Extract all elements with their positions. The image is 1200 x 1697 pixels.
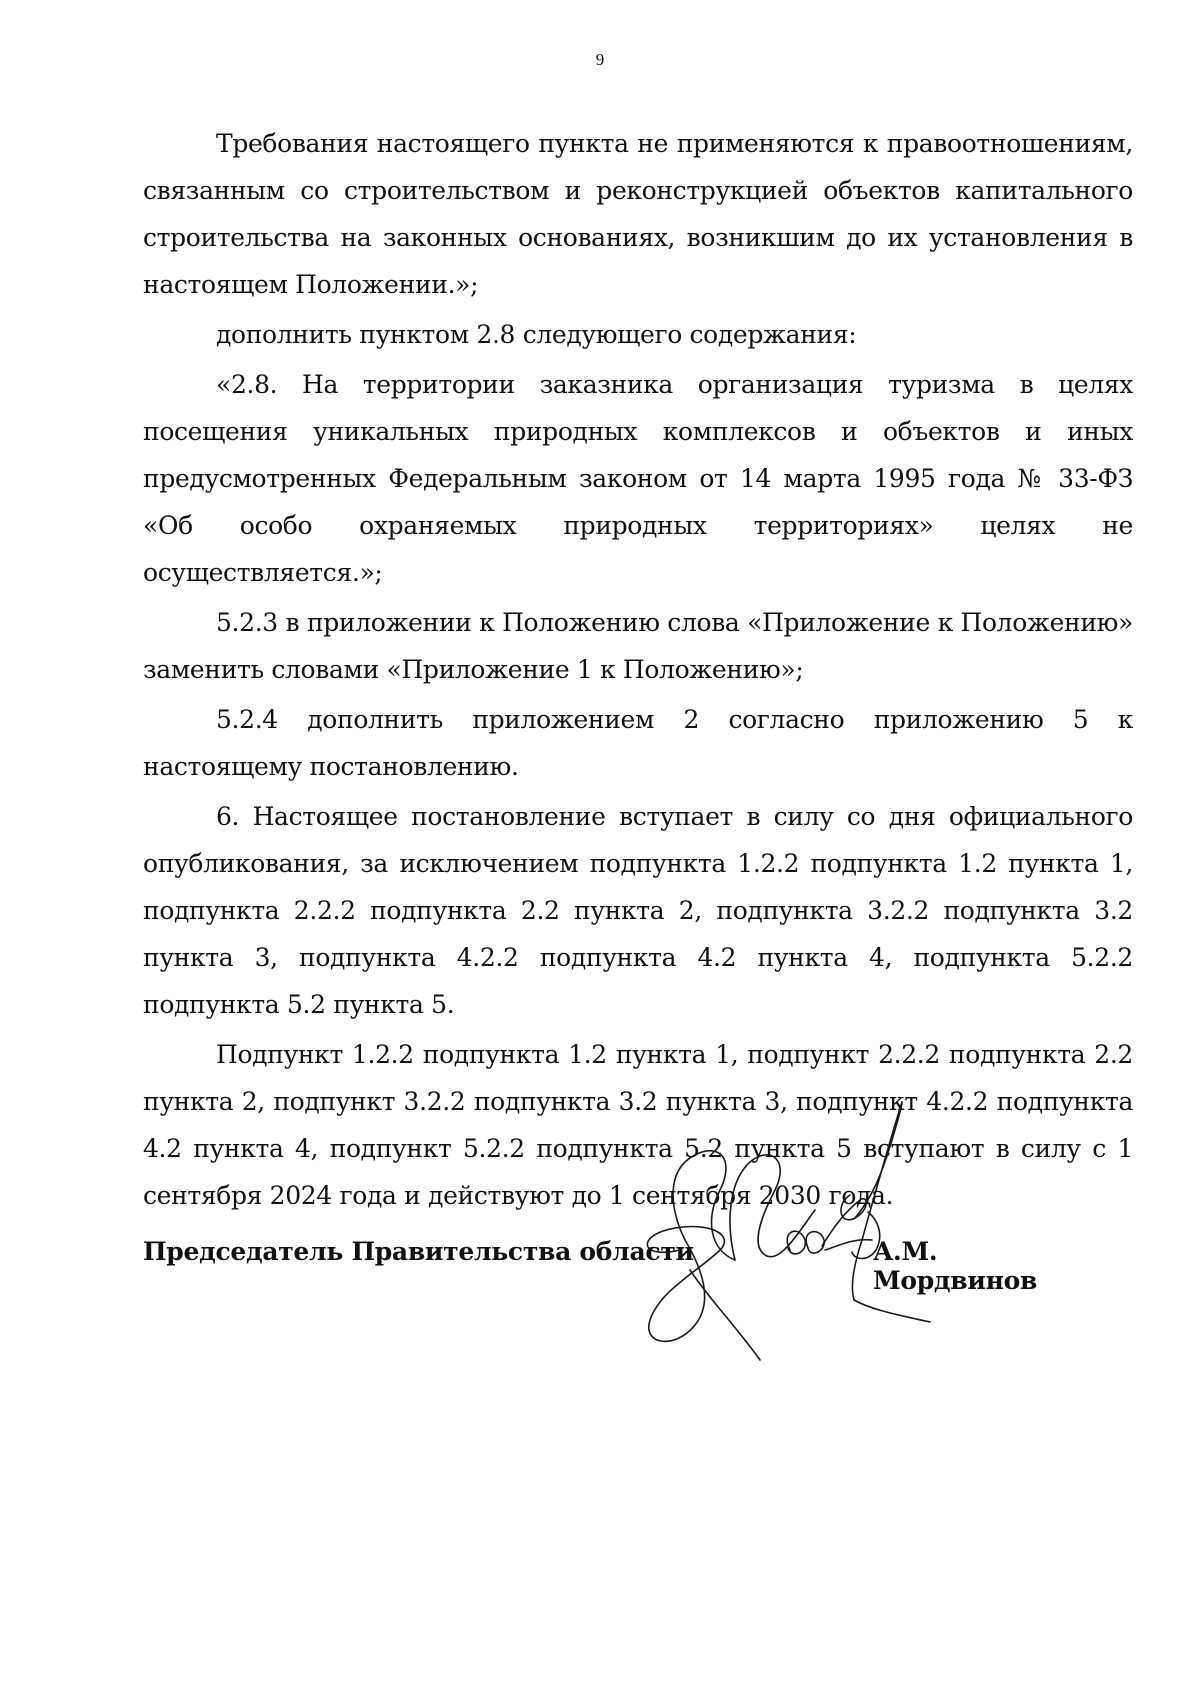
- paragraph-requirements-exception: Требования настоящего пункта не применяются к правоотношениям, связанным со строительством и реконструкцией объектов капитального строительства на законных основаниях, возникшим до их установления в настоящем Положении.»;: [143, 129, 1133, 299]
- signatory-name: А.М. Мордвинов: [873, 1237, 1038, 1295]
- paragraph-item-2-8-text: «2.8. На территории заказника организация туризма в целях посещения уникальных природных комплексов и объектов и иных предусмотренных Федеральным законом от 14 марта 1995 года № 33-ФЗ «Об особо охраняемых природных территориях» целях не осуществляется.»;: [143, 370, 1133, 587]
- paragraph-5-2-3: 5.2.3 в приложении к Положению слова «Приложение к Положению» заменить словами «Приложение 1 к Положению»;: [143, 608, 1133, 684]
- paragraph-subitems-validity: Подпункт 1.2.2 подпункта 1.2 пункта 1, подпункт 2.2.2 подпункта 2.2 пункта 2, подпункт 3.2.2 подпункта 3.2 пункта 3, подпункт 4.2.2 подпункта 4.2 пункта 4, подпункт 5.2.2 подпункта 5.2 пункта 5 вступают в силу с 1 сентября 2024 года и действуют до 1 сентября 2030 года.: [143, 1040, 1133, 1210]
- signature-block: [143, 1237, 1103, 1295]
- page-number: 9: [595, 50, 605, 69]
- paragraph-5-2-4: 5.2.4 дополнить приложением 2 согласно приложению 5 к настоящему постановлению.: [143, 705, 1133, 781]
- document-body: [143, 120, 1133, 1222]
- handwritten-signature: [640, 1100, 940, 1370]
- paragraph-add-item-2-8: дополнить пунктом 2.8 следующего содержания:: [216, 320, 857, 349]
- signatory-position: Председатель Правительства области: [143, 1237, 694, 1266]
- paragraph-6-effective-date: 6. Настоящее постановление вступает в силу со дня официального опубликования, за исключением подпункта 1.2.2 подпункта 1.2 пункта 1, подпункта 2.2.2 подпункта 2.2 пункта 2, подпункта 3.2.2 подпункта 3.2 пункта 3, подпункта 4.2.2 подпункта 4.2 пункта 4, подпункта 5.2.2 подпункта 5.2 пункта 5.: [143, 802, 1133, 1019]
